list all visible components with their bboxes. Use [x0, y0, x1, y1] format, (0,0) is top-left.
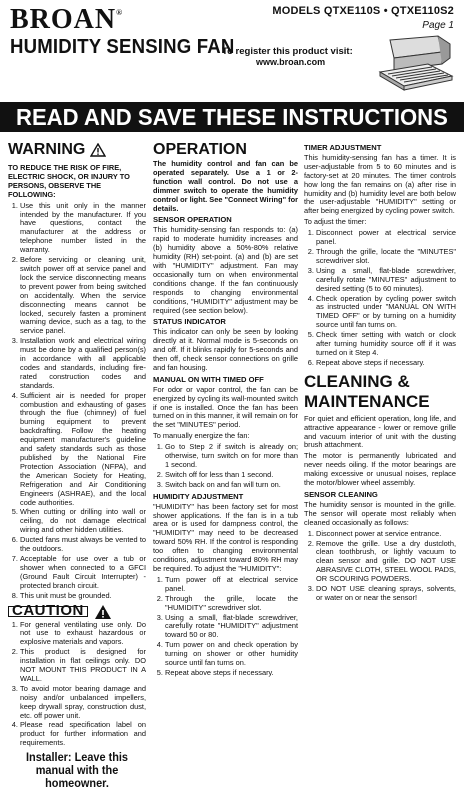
read-save-banner: READ AND SAVE THESE INSTRUCTIONS	[0, 102, 464, 132]
list-item: 1. Go to Step 2 if switch is already on; otherwise, turn switch on for more than 1 second.	[165, 443, 298, 470]
installer-note: Installer: Leave this manual with the homeowner.	[25, 752, 129, 791]
sensor-cleaning-list	[304, 530, 456, 603]
warning-triangle-icon	[90, 143, 106, 157]
list-item: 1. Use this unit only in the manner intended by the manufacturer. If you have questions, contact the manufacturer at the address or telephone number listed in the warranty.	[20, 202, 146, 255]
list-item: 4. Turn power on and check operation by turning on shower or other humidity source until fan turns on.	[165, 641, 298, 668]
list-item: 2. This product is designed for installation in flat ceilings only. DO NOT MOUNT THIS PRODUCT IN A WALL.	[20, 648, 146, 684]
sensor-operation-heading: SENSOR OPERATION	[153, 215, 232, 225]
humidity-adjustment-list	[153, 576, 298, 678]
list-item: 4. Check operation by cycling power switch as instructed under "MANUAL ON WITH TIMED OFF" or by turning on a humidity source until fan turns on.	[316, 295, 456, 331]
caution-heading: CAUTION	[8, 604, 146, 620]
list-item: 3. Using a small, flat-blade screwdriver, carefully rotate "MINUTES" adjustment to desired setting (5 to 60 minutes).	[316, 267, 456, 294]
brand-logo: BROAN®	[10, 4, 124, 35]
warning-heading: WARNING	[8, 140, 146, 160]
list-item: 5. Check timer setting with watch or clock after turning humidity source off if it was turned on it Step 4.	[316, 331, 456, 358]
list-item: 3. Switch back on and fan will turn on.	[165, 481, 298, 490]
warning-column	[8, 140, 146, 791]
manual-on-heading: MANUAL ON WITH TIMED OFF	[153, 374, 264, 384]
list-item: 4. Sufficient air is needed for proper combustion and exhausting of gases through the flue (chimney) of fuel burning equipment to prevent backdrafting. Follow the heating equipment manufacturer's guideline and safety standards such as those published by the National Fire Protection Association (NFPA), and the American Society for Heating, Refrigeration and Air Conditioning Engineers (ASHRAE), and the local code authorities.	[20, 392, 146, 508]
website-link[interactable]: www.broan.com	[256, 57, 326, 67]
timer-adjustment-heading: TIMER ADJUSTMENT	[304, 143, 382, 152]
humidity-adjustment-text: "HUMIDITY" has been factory set for most shower applications. If the fan is in a tub area or is used for dampness control, the "HUMIDITY" may need to be decreased toward 50% RH. If the control is responding too often to changing environmental conditions, adjustment toward 80% RH may be required. To adjust the "HUMIDITY":	[153, 501, 298, 573]
timer-adjustment-list	[304, 229, 456, 368]
list-item: 3. To avoid motor bearing damage and noisy and/or unbalanced impellers, keep drywall spray, construction dust, etc. off power unit.	[20, 685, 146, 721]
list-item: 2. Through the grille, locate the "MINUTES" screwdriver slot.	[316, 248, 456, 266]
list-item: 3. Using a small, flat-blade screwdriver, carefully rotate "HUMIDITY" adjustment toward 50 or 80.	[165, 614, 298, 641]
list-item: 5. When cutting or drilling into wall or ceiling, do not damage electrical wiring and other hidden utilities.	[20, 508, 146, 535]
page-number: Page 1	[422, 20, 454, 31]
fan-product-icon	[372, 30, 458, 98]
caution-list	[8, 621, 146, 749]
list-item: 8. This unit must be grounded.	[20, 592, 146, 601]
list-item: 1. Disconnect power at service entrance.	[316, 530, 456, 539]
list-item: 2. Remove the grille. Use a dry dustcloth, clean toothbrush, or lightly vacuum to clean sensor and grille. DO NOT USE ABRASIVE CLOTH, STEEL WOOL PADS, OR SCOURING POWDERS.	[316, 540, 456, 585]
model-numbers: MODELS QTXE110S • QTXE110S2	[272, 5, 454, 17]
list-item: 2. Through the grille, locate the "HUMIDITY" screwdriver slot.	[165, 595, 298, 613]
list-item: 6. Ducted fans must always be vented to the outdoors.	[20, 536, 146, 554]
sensor-operation-text: This humidity-sensing fan responds to: (a) rapid to moderate humidity increases and (b) humidity above a 50%-80% relative humidity (RH) set-point. (a) and (b) are set with "HUMIDITY" adjustment. Fan may occasionally turn on when environmental conditions change. If the fan continuously responds to changing environmental conditions, "HUMIDITY" adjustment may be required (see section below).	[153, 225, 298, 315]
list-item: 5. Repeat above steps if necessary.	[165, 669, 298, 678]
manual-on-text: For odor or vapor control, the fan can be energized by cycling its wall-mounted switch if one is installed. Once the fan has been turned on in this manner, it will remain on for the set "MINUTES" period.	[153, 384, 299, 430]
operation-intro: The humidity control and fan can be operated separately. Use a 1 or 2-function wall control. Do not use a dimmer switch to operate the humidity control or light. See "Connect Wiring" for details.	[153, 159, 298, 213]
list-item: 1. Turn power off at electrical service panel.	[165, 576, 298, 594]
list-item: 1. Disconnect power at electrical service panel.	[316, 229, 456, 247]
sensor-cleaning-text: The humidity sensor is mounted in the grille. The sensor will operate most reliably when cleaned occasionally as follows:	[304, 499, 456, 527]
timer-cleaning-column	[304, 140, 456, 605]
cleaning-text-2: The motor is permanently lubricated and never needs oiling. If the motor bearings are making excessive or unusual noises, replace the motor/blower wheel assembly.	[304, 451, 456, 488]
timer-adjustment-lead: To adjust the timer:	[304, 217, 367, 227]
cleaning-text-1: For quiet and efficient operation, long life, and attractive appearance - lower or remove grille and vacuum interior of unit with the dusting brush attachment.	[304, 413, 456, 450]
manual-on-list	[153, 443, 298, 490]
humidity-adjustment-heading: HUMIDITY ADJUSTMENT	[153, 491, 244, 501]
list-item: 2. Before servicing or cleaning unit, switch power off at service panel and lock the service disconnecting means to prevent power from being switched on accidentally. When the service disconnecting means cannot be locked, securely fasten a prominent warning device, such as a tag, to the service panel.	[20, 256, 146, 336]
product-title: HUMIDITY SENSING FAN	[10, 36, 235, 58]
register-text: To register this product visit:	[222, 46, 353, 57]
list-item: 6. Repeat above steps if necessary.	[316, 359, 456, 368]
timer-adjustment-text: This humidity-sensing fan has a timer. It is user-adjustable from 5 to 60 minutes and is factory-set at 20 minutes. The timer controls how long the fan remains on (a) after rise in humidity and (b) humidity level are both below the user-adjustable "HUMIDITY" setting or after being energized by cycling power switch.	[304, 152, 456, 216]
status-indicator-heading: STATUS INDICATOR	[153, 317, 226, 327]
list-item: 7. Acceptable for use over a tub or shower when connected to a GFCI (Ground Fault Circuit Interrupter) - protected branch circuit.	[20, 555, 146, 591]
list-item: 1. For general ventilating use only. Do not use to exhaust hazardous or explosive materials and vapors.	[20, 621, 146, 648]
operation-column	[153, 140, 298, 680]
warning-list	[8, 202, 146, 601]
list-item: 3. Installation work and electrical wiring must be done by a qualified person(s) in accordance with all applicable codes and standards, including fire-rated construction codes and standards.	[20, 337, 146, 390]
operation-heading: OPERATION	[153, 141, 247, 158]
manual-on-lead: To manually energize the fan:	[153, 431, 250, 441]
cleaning-heading: CLEANING & MAINTENANCE	[304, 371, 430, 411]
list-item: 3. DO NOT USE cleaning sprays, solvents, or water on or near the sensor!	[316, 585, 456, 603]
status-indicator-text: This indicator can only be seen by looking directly at it. Normal mode is 5-seconds on and off. If it blinks rapidly for 5-seconds and then off, check sensor connections on grille and fan housing.	[153, 327, 298, 372]
warning-intro: TO REDUCE THE RISK OF FIRE, ELECTRIC SHOCK, OR INJURY TO PERSONS, OBSERVE THE FOLLOWING:	[8, 163, 130, 199]
caution-triangle-icon	[94, 604, 112, 620]
list-item: 2. Switch off for less than 1 second.	[165, 471, 298, 480]
list-item: 4. Please read specification label on product for further information and requirements.	[20, 721, 146, 748]
sensor-cleaning-heading: SENSOR CLEANING	[304, 490, 378, 499]
